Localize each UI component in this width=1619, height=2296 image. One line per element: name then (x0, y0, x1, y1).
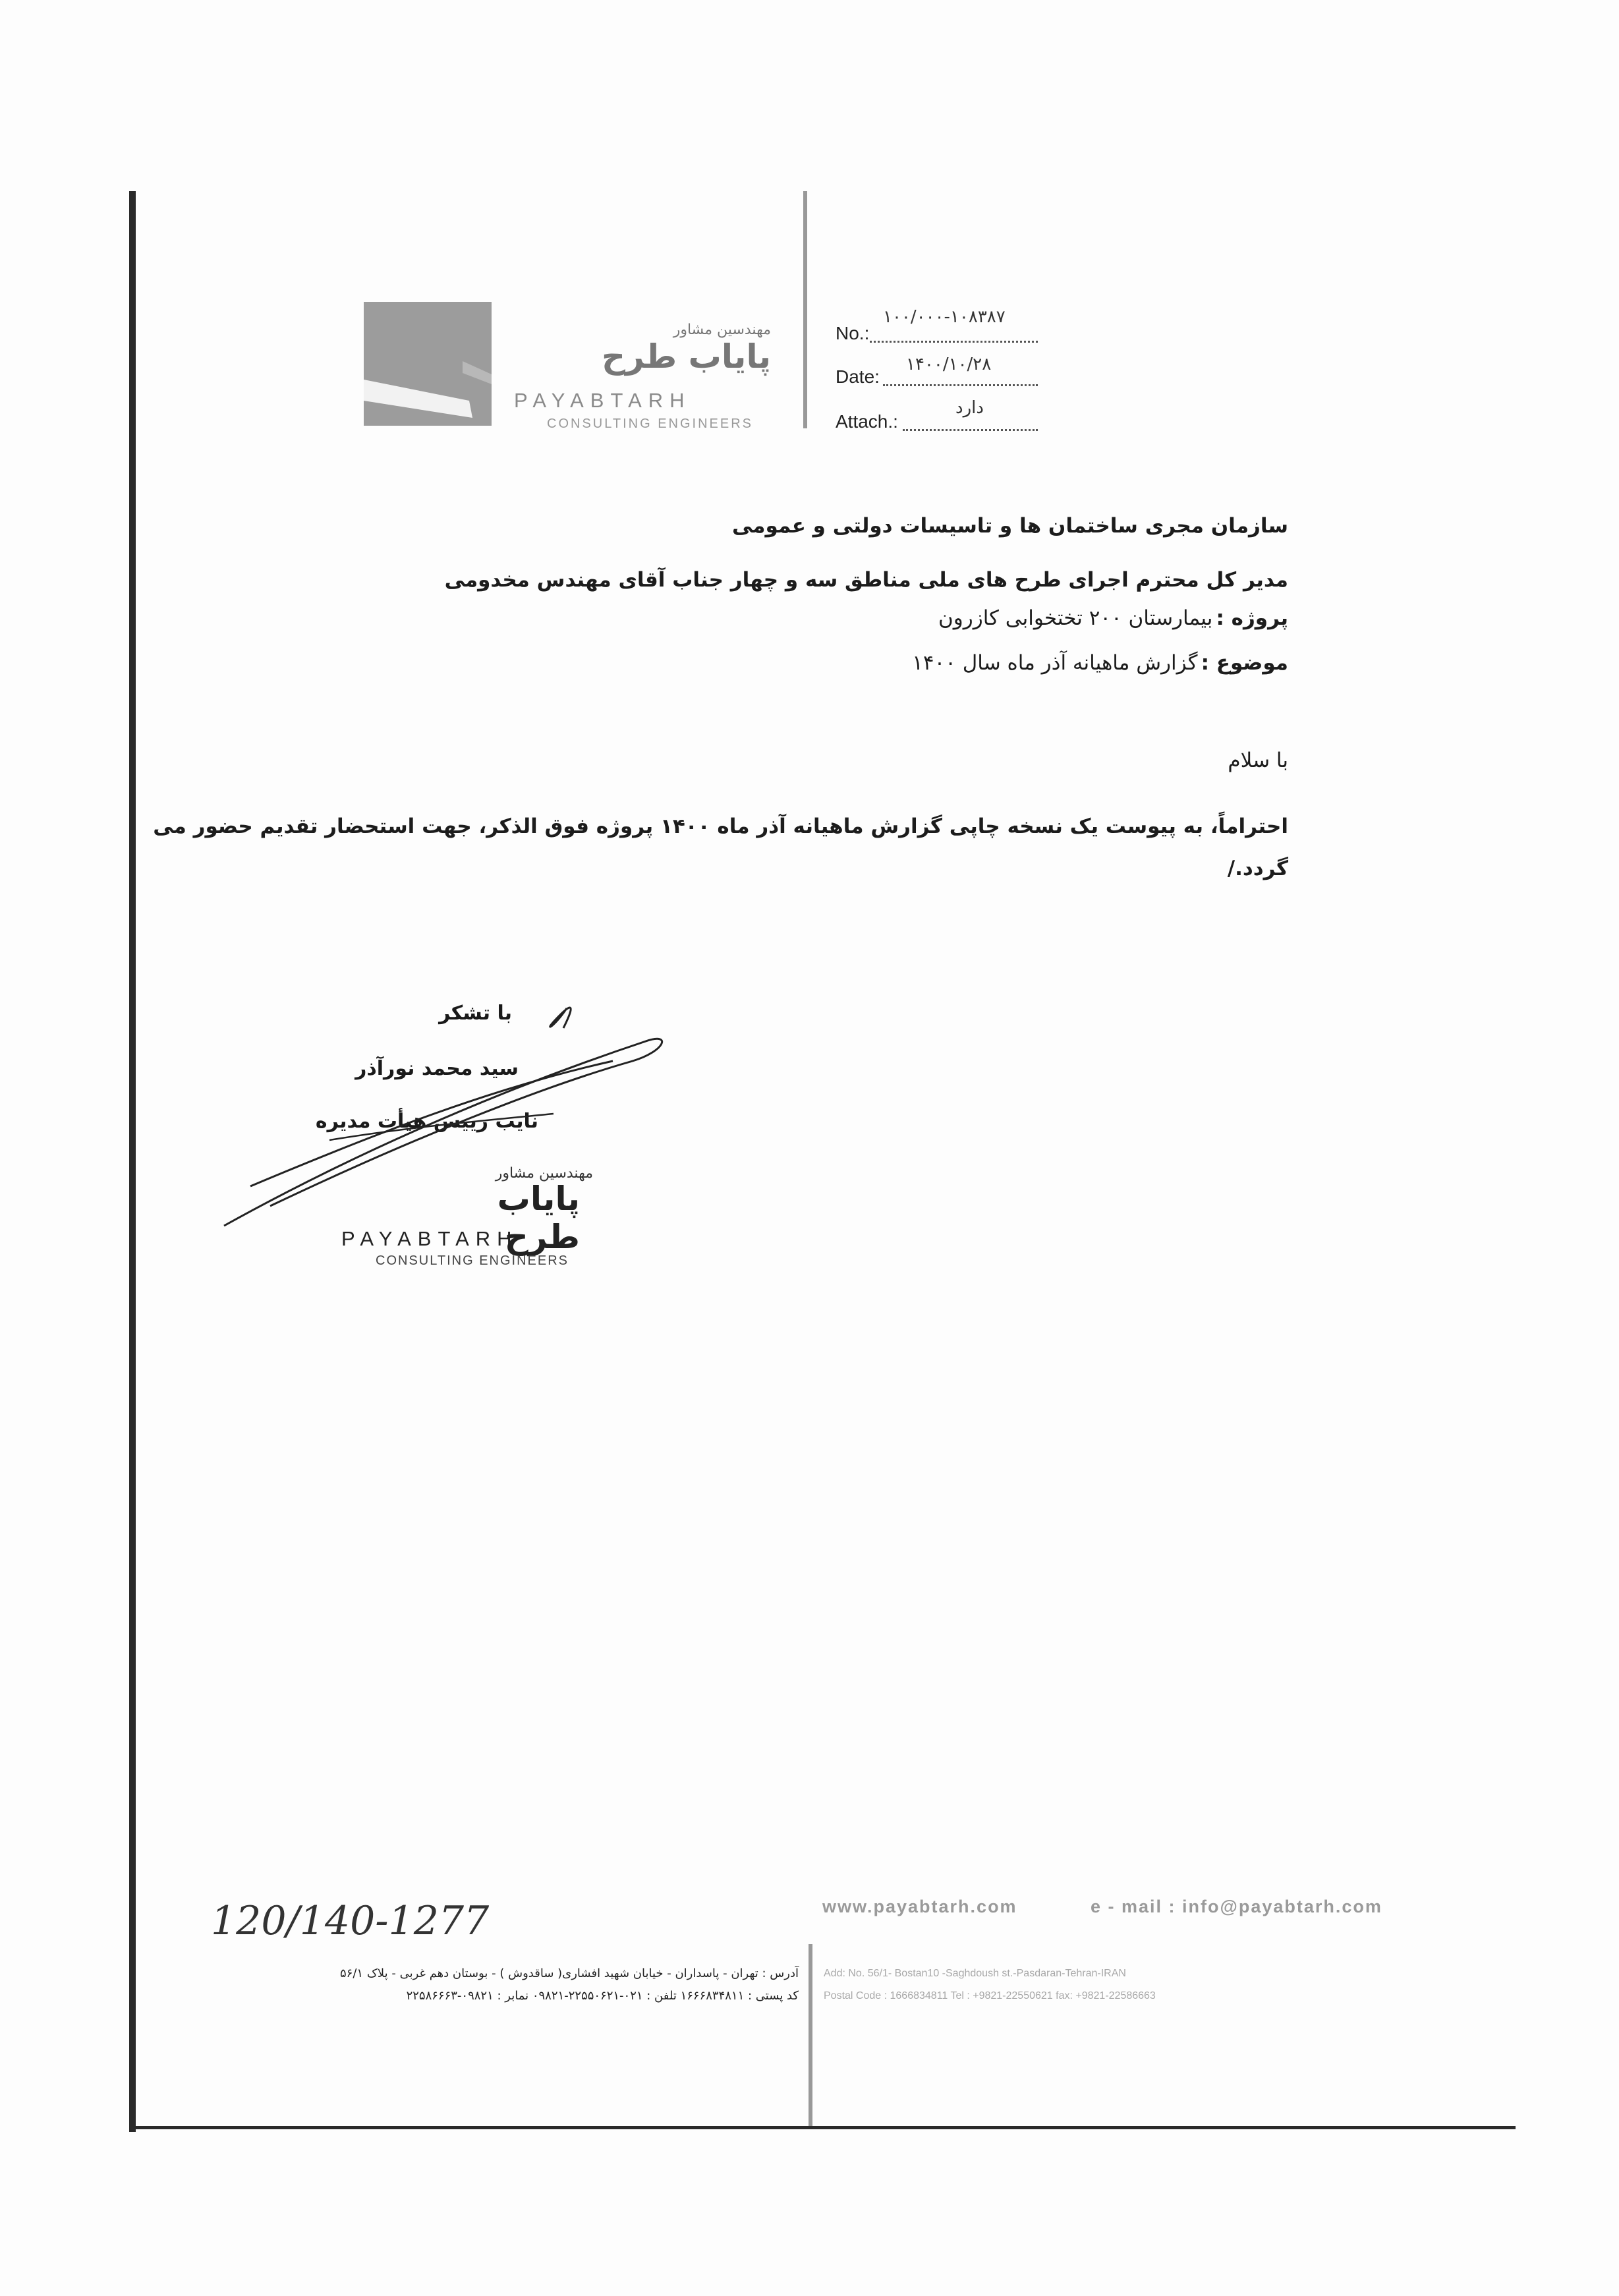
logo-image (364, 302, 492, 426)
footer-website: www.payabtarh.com (822, 1897, 1017, 1916)
attach-value: دارد (955, 398, 984, 418)
subject-line (912, 651, 1288, 675)
stamp-en: PAYABTARH (341, 1227, 519, 1250)
footer-email: e - mail : info@payabtarh.com (1091, 1897, 1382, 1916)
no-dotted-line (870, 340, 1038, 343)
footer-divider-line (809, 1944, 812, 2126)
body-line-1: احتراماً، به پیوست یک نسخه چاپی گزارش ماهیانه آذر ماه ۱۴۰۰ پروژه فوق الذکر، جهت استحضار تقدیم حضور می (153, 815, 1288, 838)
stamp-sub: CONSULTING ENGINEERS (376, 1253, 569, 1268)
handwritten-number: 120/140-1277 (211, 1898, 490, 1944)
no-value: ۱۰۰/۰۰۰-۱۰۸۳۸۷ (883, 307, 1006, 327)
signer-name: سید محمد نورآذر (355, 1057, 519, 1080)
attach-label: Attach.: (836, 411, 898, 432)
footer-contact-en: Postal Code : 1666834811 Tel : +9821-22550621 fax: +9821-22586663 (824, 1990, 1156, 2001)
recipient-addressee: مدیر کل محترم اجرای طرح های ملی مناطق سه و چهار جناب آقای مهندس مخدومی (444, 568, 1288, 592)
subject-value: گزارش ماهیانه آذر ماه سال ۱۴۰۰ (912, 651, 1198, 675)
brand-fa-small: مهندسین مشاور (673, 322, 771, 338)
stamp-fa: پایاب طرح (497, 1180, 580, 1256)
header-divider-line (803, 191, 807, 428)
left-margin-line (129, 191, 136, 2132)
date-dotted-line (883, 384, 1038, 386)
stamp-fa-small: مهندسین مشاور (495, 1165, 593, 1182)
greeting: با سلام (1228, 749, 1288, 772)
project-line (938, 606, 1288, 630)
brand-sub: CONSULTING ENGINEERS (547, 416, 753, 431)
brand-en: PAYABTARH (514, 389, 691, 412)
attach-dotted-line (903, 428, 1038, 431)
subject-label: موضوع : (1201, 651, 1288, 675)
body-line-2: گردد./ (1227, 857, 1288, 880)
date-label: Date: (836, 366, 880, 387)
logo-graphic (364, 302, 492, 426)
no-label: No.: (836, 323, 870, 343)
brand-fa: پایاب طرح (602, 337, 771, 376)
footer-address-fa: آدرس : تهران - پاسداران - خیابان شهید افشاری( ساقدوش ) - بوستان دهم غربی - پلاک ۵۶/۱ (340, 1966, 799, 1980)
recipient-organization: سازمان مجری ساختمان ها و تاسیسات دولتی و عمومی (731, 514, 1288, 538)
project-label: پروژه : (1216, 606, 1288, 630)
closing: با تشکر (439, 1002, 512, 1025)
project-value: بیمارستان ۲۰۰ تختخوابی کازرون (938, 606, 1213, 630)
footer-address-en: Add: No. 56/1- Bostan10 -Saghdoush st.-Pasdaran-Tehran-IRAN (824, 1968, 1126, 1979)
date-value: ۱۴۰۰/۱۰/۲۸ (906, 355, 992, 374)
footer-contact-fa: کد پستی : ۱۶۶۶۸۳۴۸۱۱ تلفن : ۰۲۱-۲۲۵۵۰۶۲۱-۰۹۸۲۱ نمابر : ۰۹۸۲۱-۲۲۵۸۶۶۶۳ (406, 1989, 799, 2003)
bottom-margin-line (132, 2126, 1516, 2129)
signer-title: نایب رییس هیأت مدیره (315, 1110, 538, 1133)
